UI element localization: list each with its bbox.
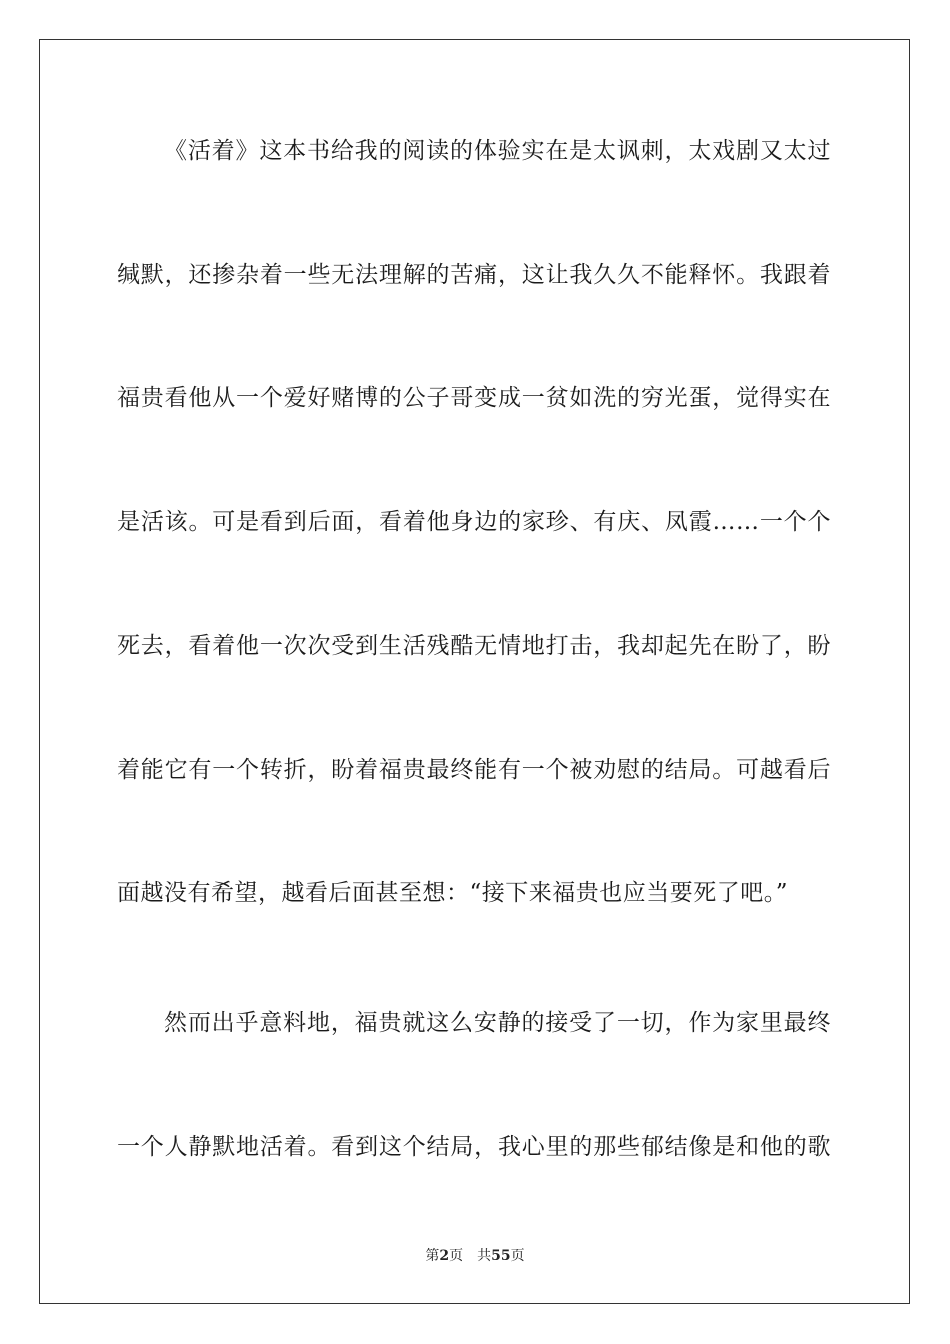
footer-page-suffix: 页: [449, 1248, 464, 1264]
footer-total-prefix: 共: [477, 1248, 492, 1264]
footer-total-suffix: 页: [510, 1248, 525, 1264]
paragraph-line-1: 《活着》这本书给我的阅读的体验实在是太讽刺，太戏剧又太过: [164, 138, 831, 164]
paragraph-line-4: 是活该。可是看到后面，看着他身边的家珍、有庆、凤霞……一个个: [117, 509, 831, 535]
page-border: [39, 39, 910, 1304]
paragraph-line-8: 然而出乎意料地，福贵就这么安静的接受了一切，作为家里最终: [164, 1010, 831, 1036]
paragraph-line-2: 缄默，还掺杂着一些无法理解的苦痛，这让我久久不能释怀。我跟着: [117, 262, 831, 288]
footer-total-pages: 55: [491, 1248, 511, 1264]
paragraph-line-3: 福贵看他从一个爱好赌博的公子哥变成一贫如洗的穷光蛋，觉得实在: [117, 385, 831, 411]
page-footer: [0, 1246, 950, 1266]
paragraph-line-7: 面越没有希望，越看后面甚至想：“接下来福贵也应当要死了吧。”: [117, 880, 789, 906]
paragraph-line-5: 死去，看着他一次次受到生活残酷无情地打击，我却起先在盼了，盼: [117, 633, 831, 659]
paragraph-line-6: 着能它有一个转折，盼着福贵最终能有一个被劝慰的结局。可越看后: [117, 757, 831, 783]
footer-page-number: 2: [439, 1248, 450, 1264]
footer-page-prefix: 第: [425, 1248, 440, 1264]
paragraph-line-9: 一个人静默地活着。看到这个结局，我心里的那些郁结像是和他的歌: [117, 1134, 831, 1160]
